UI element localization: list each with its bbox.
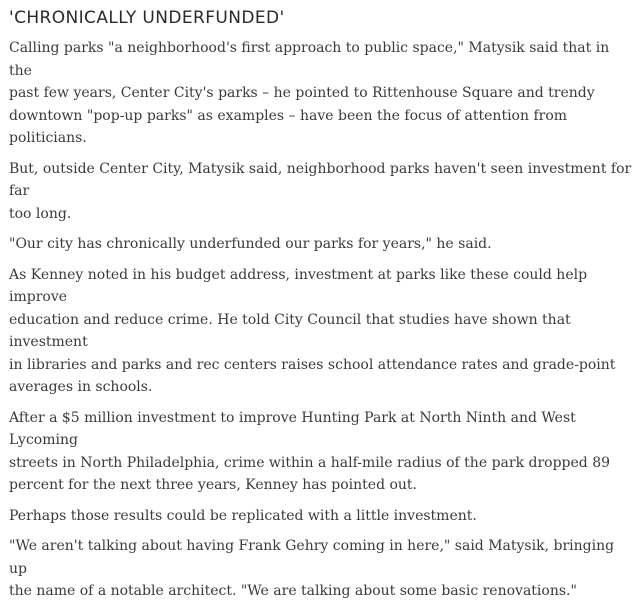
paragraph: But, outside Center City, Matysik said, neighborhood parks haven't seen investment for far too long. — [9, 160, 632, 222]
paragraph: Perhaps those results could be replicated with a little investment. — [9, 507, 477, 524]
paragraph: As Kenney noted in his budget address, investment at parks like these could help improve education and reduce crime. He told City Council that studies have shown that investment in libraries and parks and rec centers raises school attendance rates and grade-point averages in schools. — [9, 266, 616, 395]
paragraph: Calling parks "a neighborhood's first approach to public space," Matysik said that in the past few years, Center City's parks – he pointed to Rittenhouse Square and trendy downtown "pop-up parks" as examples – have been the focus of attention from politicians. — [9, 40, 610, 146]
paragraph: After a $5 million investment to improve Hunting Park at North Ninth and West Lycoming streets in North Philadelphia, crime within a half-mile radius of the park dropped 89 percent for the next three years, Kenney has pointed out. — [9, 409, 611, 493]
section-heading: 'CHRONICALLY UNDERFUNDED' — [9, 8, 285, 28]
paragraph: "Our city has chronically underfunded our parks for years," he said. — [9, 236, 492, 252]
paragraph: "We aren't talking about having Frank Gehry coming in here," said Matysik, bringing up the name of a notable architect. "We are talking about some basic renovations." — [9, 538, 615, 599]
